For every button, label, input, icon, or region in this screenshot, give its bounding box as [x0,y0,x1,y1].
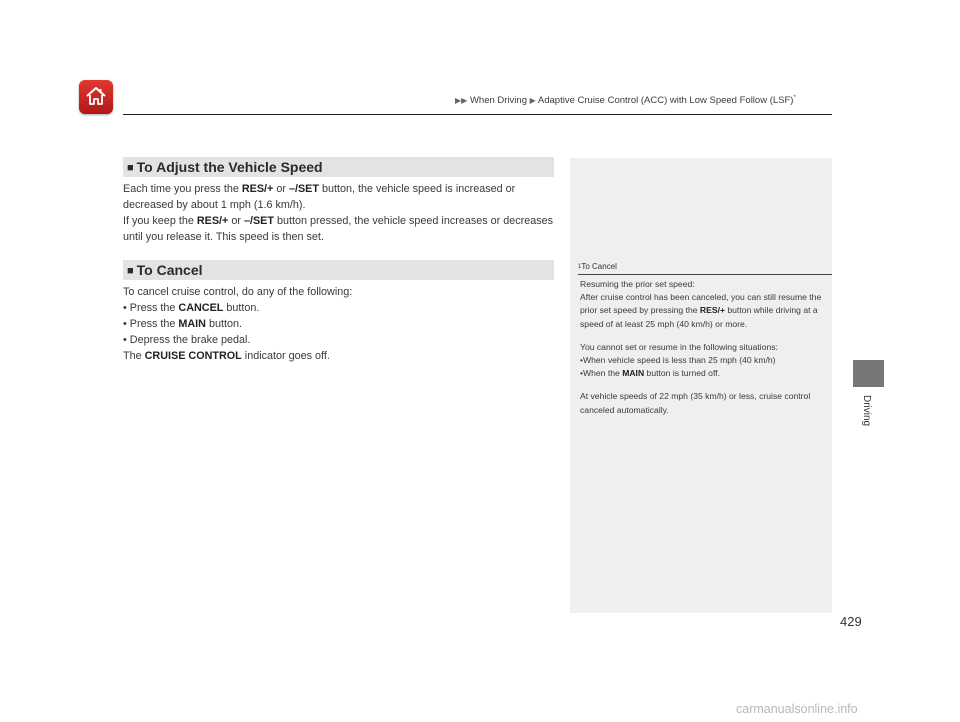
bullet-icon: • [123,318,130,330]
cancel-intro: To cancel cruise control, do any of the following: [123,286,353,298]
list-item: •When vehicle speed is less than 25 mph (40 km/h) [580,355,776,366]
adjust-paragraph-2: If you keep the RES/+ or –/SET button pressed, the vehicle speed increases or decreases until you release it. This speed is then set. [123,215,554,243]
list-item: •When the MAIN button is turned off. [580,368,720,379]
cancel-outcome: The CRUISE CONTROL indicator goes off. [123,350,330,362]
note-subtitle: Resuming the prior set speed: [580,279,695,289]
bullet-icon: • [580,368,584,379]
breadcrumb [455,95,796,106]
note-body [580,278,828,417]
chevron-right-icon: ▶▶ [455,96,468,106]
bullet-icon: • [580,355,584,366]
reference-icon: 1 [578,264,582,270]
section-label: Driving [861,395,872,427]
bullet-icon: • [123,334,130,346]
section-tab[interactable] [853,360,884,387]
home-icon [84,84,108,108]
list-item: • Depress the brake pedal. [123,334,251,346]
adjust-paragraph-1: Each time you press the RES/+ or –/SET button, the vehicle speed is increased or decreased by about 1 mph (1.6 km/h). [123,183,516,211]
section-heading-cancel [123,260,554,280]
list-item: • Press the CANCEL button. [123,302,260,314]
watermark: carmanualsonline.info [736,702,858,716]
adjust-body [123,181,563,245]
heading-text: To Adjust the Vehicle Speed [136,159,323,175]
chevron-right-icon: ▶ [529,96,536,106]
list-item: • Press the MAIN button. [123,318,243,330]
square-bullet-icon: ■ [127,265,134,277]
page-number: 429 [840,614,862,629]
section-heading-adjust [123,157,554,177]
note-paragraph-2: You cannot set or resume in the following situations: [580,341,778,352]
bullet-icon: • [123,302,130,314]
square-bullet-icon: ■ [127,162,134,174]
cancel-body [123,284,563,364]
home-button[interactable] [79,80,113,114]
heading-text: To Cancel [136,262,203,278]
breadcrumb-item-acc[interactable]: Adaptive Cruise Control (ACC) with Low Speed Follow (LSF) [537,95,794,107]
note-title: 1To Cancel [578,262,832,275]
option-mark: * [793,95,796,101]
breadcrumb-item-when-driving[interactable]: When Driving [469,95,527,107]
note-paragraph-1: After cruise control has been canceled, you can still resume the prior set speed by pressing the RES/+ button while driving at a speed of at least 25 mph (40 km/h) or more. [580,292,822,329]
header-divider [123,114,832,115]
note-paragraph-3: At vehicle speeds of 22 mph (35 km/h) or less, cruise control canceled automatically. [580,391,811,415]
